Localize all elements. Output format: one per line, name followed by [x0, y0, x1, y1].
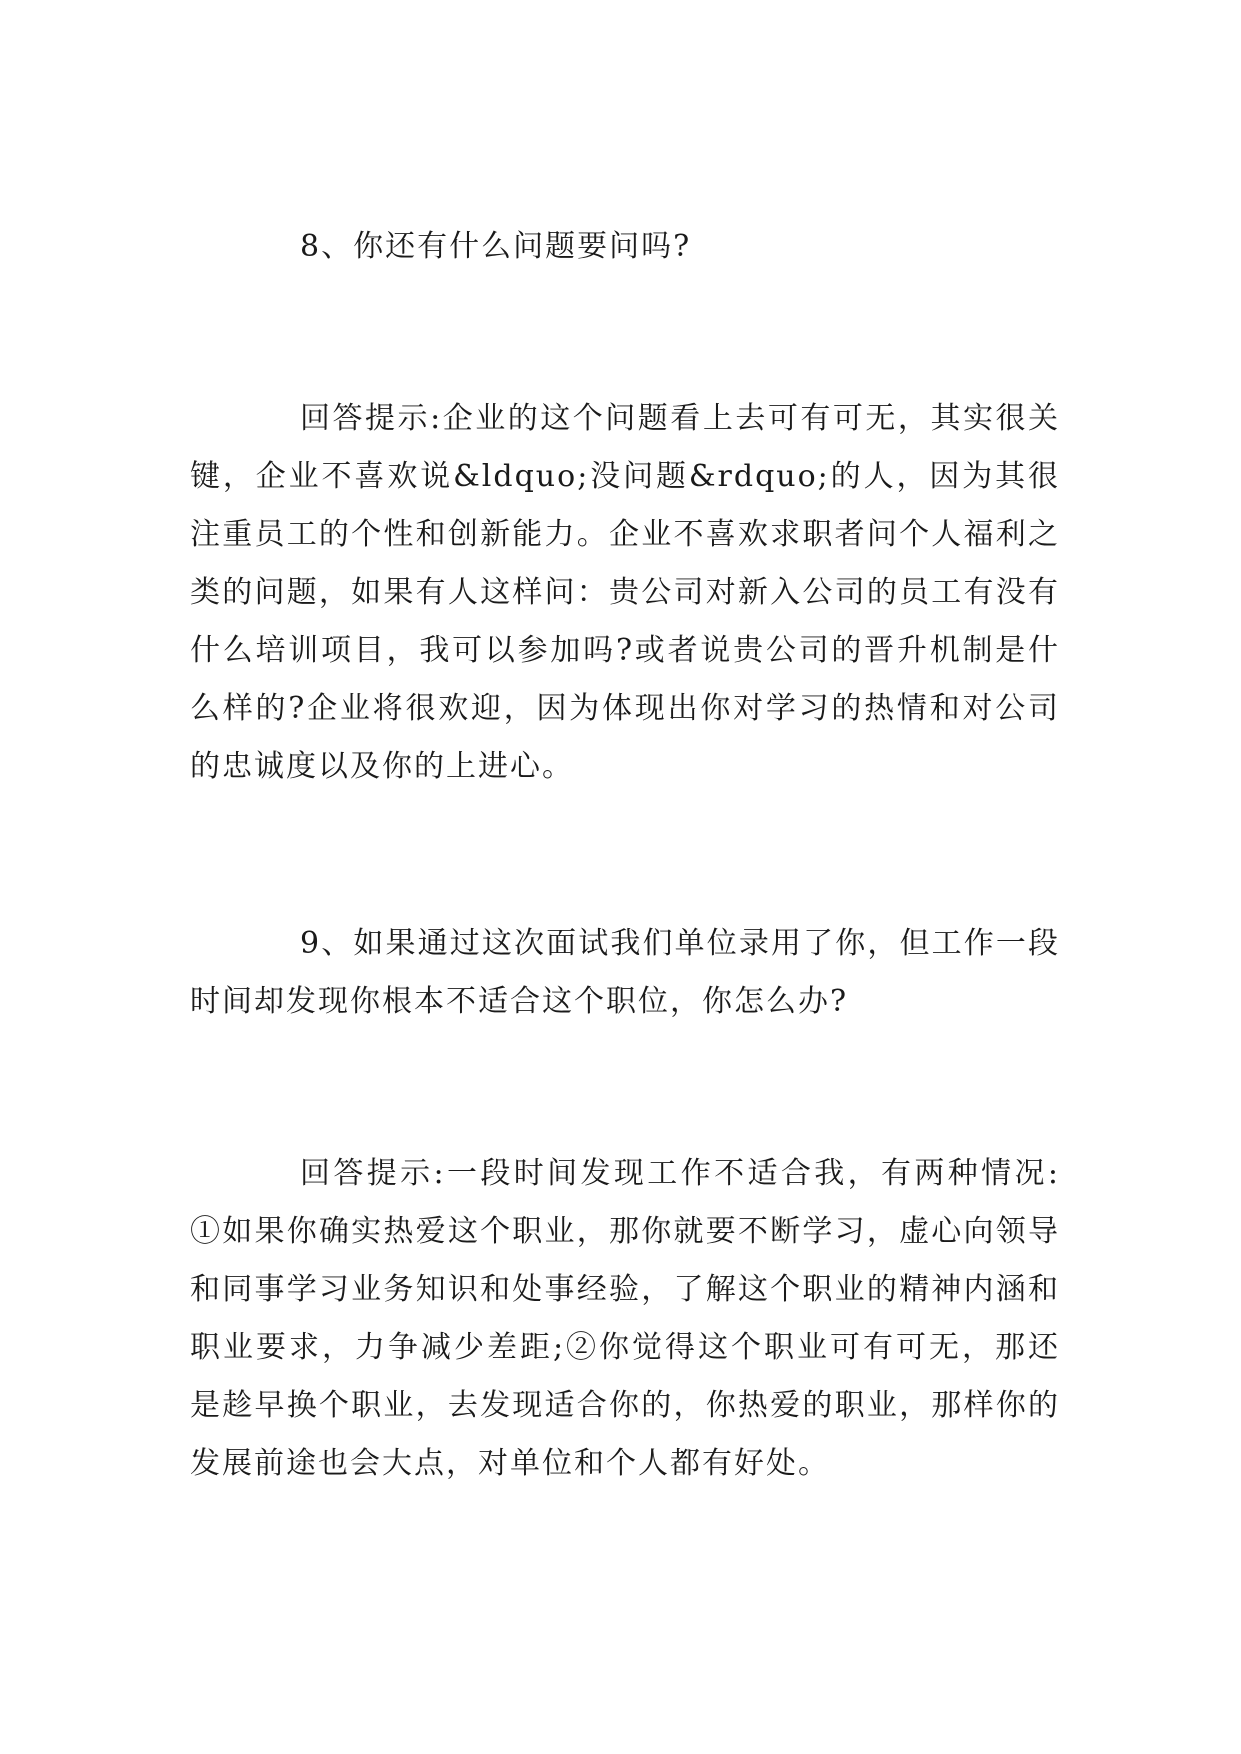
question-9: 9、如果通过这次面试我们单位录用了你，但工作一段时间却发现你根本不适合这个职位，你怎么办? [190, 926, 1060, 1019]
question-8: 8、你还有什么问题要问吗? [300, 229, 692, 264]
answer-hint-8: 回答提示:企业的这个问题看上去可有可无，其实很关键，企业不喜欢说&ldquo;没问题&rdquo;的人，因为其很注重员工的个性和创新能力。企业不喜欢求职者问个人福利之类的问题，如果有人这样问：贵公司对新入公司的员工有没有什么培训项目，我可以参加吗?或者说贵公司的晋升机制是什么样的?企业将很欢迎，因为体现出你对学习的热情和对公司的忠诚度以及你的上进心。 [190, 401, 1060, 784]
answer-hint-9: 回答提示:一段时间发现工作不适合我，有两种情况:①如果你确实热爱这个职业，那你就要不断学习，虚心向领导和同事学习业务知识和处事经验，了解这个职业的精神内涵和职业要求，力争减少差距;②你觉得这个职业可有可无，那还是趁早换个职业，去发现适合你的，你热爱的职业，那样你的发展前途也会大点，对单位和个人都有好处。 [190, 1156, 1060, 1481]
